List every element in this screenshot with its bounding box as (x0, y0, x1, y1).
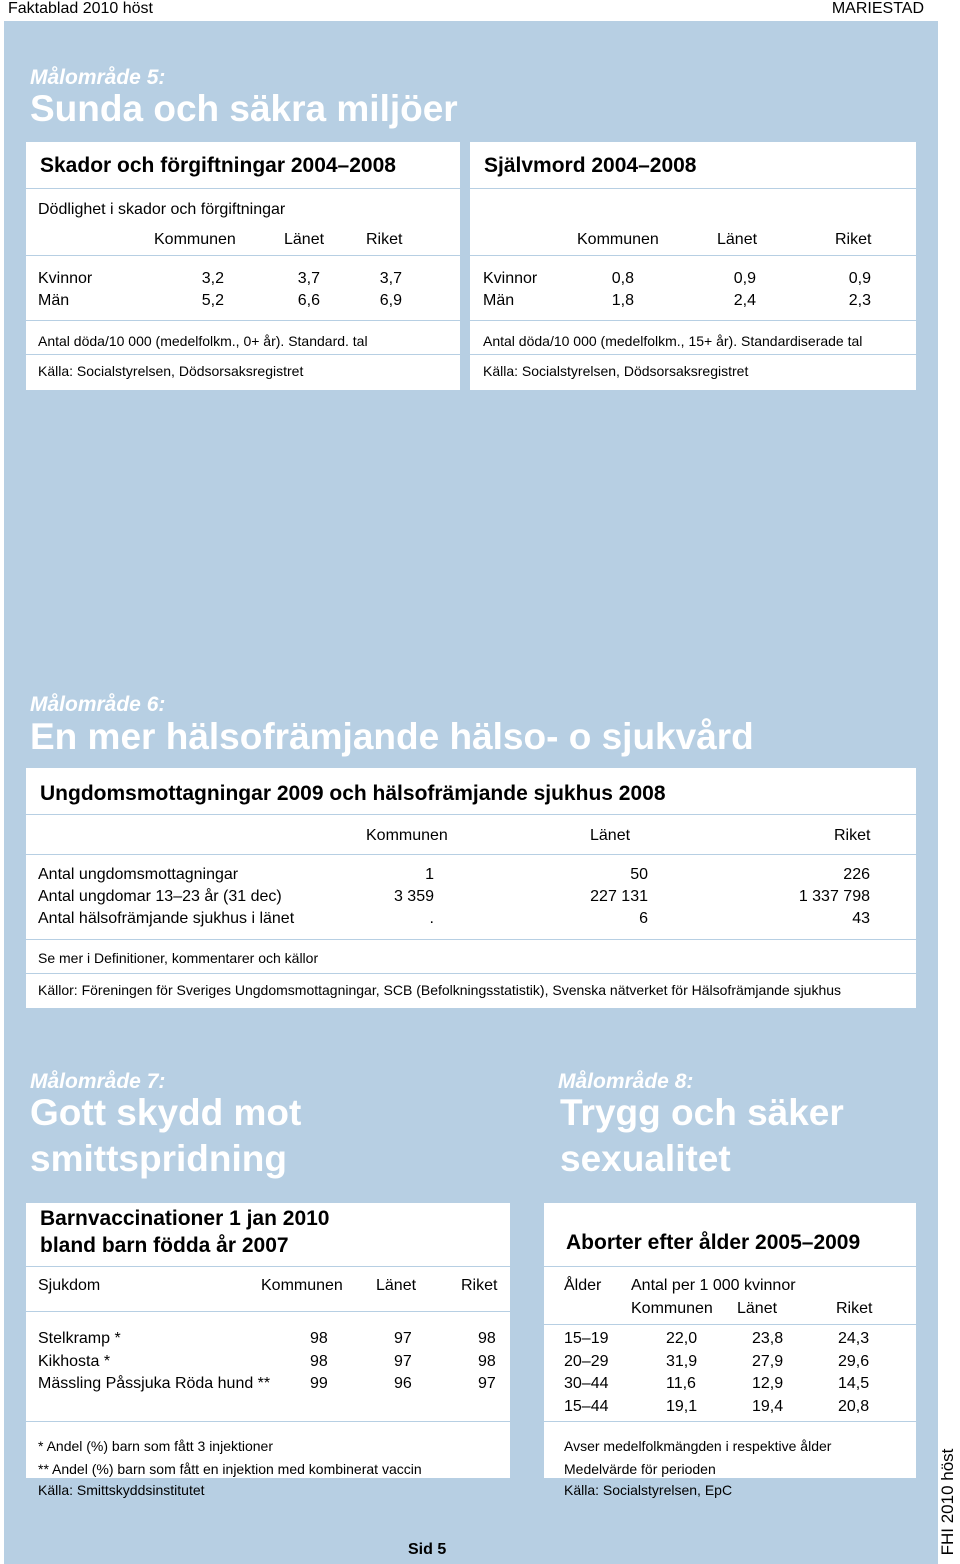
row-label-women: Kvinnor (483, 270, 538, 287)
target5-title: Sunda och säkra miljöer (30, 88, 458, 129)
cell: 12,9 (752, 1375, 784, 1392)
header-right: MARIESTAD (831, 0, 924, 17)
divider (26, 1421, 510, 1422)
target8-title-line1: Trygg och säker (560, 1092, 844, 1133)
divider (544, 1324, 916, 1325)
injuries-title: Skador och förgiftningar 2004–2008 (40, 154, 396, 177)
cell: 31,9 (666, 1353, 698, 1370)
cell: 29,6 (838, 1353, 870, 1370)
side-label-text: FHI 2010 höst (938, 1448, 957, 1556)
cell: 97 (394, 1330, 412, 1347)
divider (26, 973, 916, 974)
vacc-title-line1: Barnvaccinationer 1 jan 2010 (40, 1207, 330, 1230)
abort-source: Källa: Socialstyrelsen, EpC (564, 1482, 733, 1498)
vaccination-panel (26, 1203, 510, 1478)
divider (544, 1421, 916, 1422)
cell: 14,5 (838, 1375, 870, 1392)
cell: 99 (310, 1375, 328, 1392)
cell: 0,9 (733, 270, 756, 287)
col-header-riket: Riket (835, 231, 872, 248)
col-header-riket: Riket (366, 231, 403, 248)
cell: . (429, 910, 434, 927)
table-source: Källor: Föreningen för Sveriges Ungdomsmottagningar, SCB (Befolkningsstatistik), Svenska nätverket för Hälsofrämjande sjukhus (38, 982, 842, 998)
target8-label: Målområde 8: (558, 1070, 694, 1093)
cell: 5,2 (201, 292, 224, 309)
col-header-age: Ålder (564, 1277, 602, 1294)
abort-title: Aborter efter ålder 2005–2009 (566, 1231, 861, 1254)
cell: 0,8 (611, 270, 634, 287)
cell: 19,4 (752, 1398, 784, 1415)
injuries-panel (26, 142, 460, 390)
header-left: Faktablad 2010 höst (8, 0, 153, 17)
col-header-lanet: Länet (376, 1277, 417, 1294)
cell: 50 (630, 866, 648, 883)
col-header-kommunen: Kommunen (154, 231, 236, 248)
divider (26, 255, 460, 256)
suicide-title: Självmord 2004–2008 (484, 154, 697, 177)
cell: 0,9 (848, 270, 871, 287)
table-source: Källa: Socialstyrelsen, Dödsorsaksregistret (38, 363, 304, 379)
col-header-lanet: Länet (737, 1300, 778, 1317)
cell: 6,6 (297, 292, 320, 309)
col-header-lanet: Länet (284, 231, 325, 248)
side-label (938, 1440, 958, 1564)
cell: 20,8 (838, 1398, 870, 1415)
divider (26, 320, 460, 321)
col-header-lanet: Länet (717, 231, 758, 248)
cell: 43 (852, 910, 870, 927)
col-header-kommunen: Kommunen (366, 827, 448, 844)
cell: 97 (394, 1353, 412, 1370)
cell: 227 131 (590, 888, 648, 905)
suicide-panel (470, 142, 916, 390)
cell: 1 337 798 (798, 888, 870, 905)
cell: 23,8 (752, 1330, 784, 1347)
divider (470, 255, 916, 256)
cell: 1 (425, 866, 434, 883)
vacc-note-1: * Andel (%) barn som fått 3 injektioner (38, 1438, 274, 1454)
cell: 19,1 (666, 1398, 698, 1415)
table-note: Antal döda/10 000 (medelfolkm., 0+ år). Standard. tal (38, 333, 368, 349)
cell: 2,4 (733, 292, 756, 309)
row-label: 15–19 (564, 1330, 609, 1347)
row-label-men: Män (38, 292, 70, 309)
target7-label: Målområde 7: (30, 1070, 166, 1093)
col-header-lanet: Länet (590, 827, 631, 844)
row-label: Mässling Påssjuka Röda hund ** (38, 1375, 271, 1392)
cell: 3,7 (297, 270, 320, 287)
injuries-subtitle: Dödlighet i skador och förgiftningar (38, 201, 286, 218)
table-source: Källa: Socialstyrelsen, Dödsorsaksregistret (483, 363, 749, 379)
cell: 2,3 (848, 292, 871, 309)
table-note: Se mer i Definitioner, kommentarer och källor (38, 950, 319, 966)
row-label: Antal hälsofrämjande sjukhus i länet (38, 910, 295, 927)
abort-note-1: Avser medelfolkmängden i respektive ålder (564, 1438, 832, 1454)
target7-title-line1: Gott skydd mot (30, 1092, 302, 1133)
row-label: Antal ungdomar 13–23 år (31 dec) (38, 888, 282, 905)
row-label-women: Kvinnor (38, 270, 93, 287)
divider (26, 814, 916, 815)
vacc-note-2: ** Andel (%) barn som fått en injektion med kombinerat vaccin (38, 1461, 422, 1477)
col-header-kommunen: Kommunen (577, 231, 659, 248)
divider (26, 854, 916, 855)
cell: 226 (843, 866, 870, 883)
cell: 24,3 (838, 1330, 870, 1347)
cell: 3 359 (393, 888, 434, 905)
col-header-kommunen: Kommunen (261, 1277, 343, 1294)
abort-note-2: Medelvärde för perioden (564, 1461, 716, 1477)
target6-title: En mer hälsofrämjande hälso- o sjukvård (30, 716, 754, 757)
col-header-group: Antal per 1 000 kvinnor (631, 1277, 796, 1294)
cell: 27,9 (752, 1353, 784, 1370)
col-header-riket: Riket (461, 1277, 498, 1294)
divider (470, 188, 916, 189)
youth-clinics-panel (26, 768, 916, 1008)
cell: 22,0 (666, 1330, 698, 1347)
youth-title: Ungdomsmottagningar 2009 och hälsofrämjande sjukhus 2008 (40, 782, 666, 805)
cell: 6,9 (379, 292, 402, 309)
row-label: Kikhosta * (38, 1353, 111, 1370)
row-label: Stelkramp * (38, 1330, 121, 1347)
col-header-kommunen: Kommunen (631, 1300, 713, 1317)
cell: 98 (478, 1330, 496, 1347)
divider (470, 354, 916, 355)
row-label: 15–44 (564, 1398, 609, 1415)
cell: 96 (394, 1375, 412, 1392)
divider (26, 1266, 510, 1267)
cell: 97 (478, 1375, 496, 1392)
vacc-title-line2: bland barn födda år 2007 (40, 1234, 289, 1257)
cell: 6 (639, 910, 648, 927)
cell: 98 (310, 1353, 328, 1370)
target8-title-line2: sexualitet (560, 1138, 731, 1179)
page-number: Sid 5 (408, 1541, 447, 1558)
divider (26, 1311, 510, 1312)
cell: 11,6 (666, 1375, 696, 1392)
table-note: Antal döda/10 000 (medelfolkm., 15+ år). Standardiserade tal (483, 333, 863, 349)
divider (26, 939, 916, 940)
abortion-panel (544, 1203, 916, 1478)
row-label: 30–44 (564, 1375, 609, 1392)
vacc-source: Källa: Smittskyddsinstitutet (38, 1482, 205, 1498)
divider (26, 188, 460, 189)
row-label-men: Män (483, 292, 515, 309)
col-header-riket: Riket (834, 827, 871, 844)
cell: 3,2 (201, 270, 224, 287)
divider (26, 354, 460, 355)
col-header-disease: Sjukdom (38, 1277, 101, 1294)
cell: 3,7 (379, 270, 402, 287)
divider (544, 1266, 916, 1267)
cell: 98 (478, 1353, 496, 1370)
cell: 98 (310, 1330, 328, 1347)
target7-title-line2: smittspridning (30, 1138, 287, 1179)
col-header-riket: Riket (836, 1300, 873, 1317)
target6-label: Målområde 6: (30, 693, 166, 716)
row-label: 20–29 (564, 1353, 609, 1370)
row-label: Antal ungdomsmottagningar (38, 866, 239, 883)
target5-label: Målområde 5: (30, 66, 166, 89)
divider (470, 320, 916, 321)
cell: 1,8 (611, 292, 634, 309)
